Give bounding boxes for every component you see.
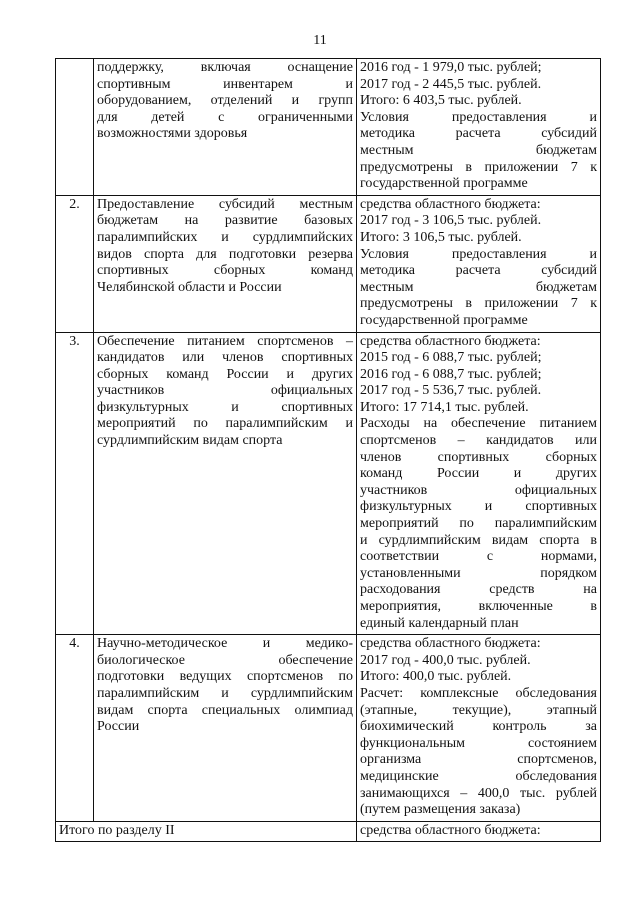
funding-line: организма спортсменов,: [360, 752, 597, 768]
description-line: подготовки ведущих спортсменов по: [97, 669, 353, 685]
row-number: 3.: [56, 332, 94, 635]
table-row: [56, 195, 601, 332]
funding-line: государственной программе: [360, 176, 528, 192]
funding-line: средства областного бюджета:: [360, 196, 541, 212]
row-description: [94, 59, 357, 196]
table-row: [56, 59, 601, 196]
description-line: видов спорта для подготовки резерва: [97, 246, 353, 262]
funding-line: методика расчета субсидий: [360, 263, 597, 279]
description-line: физкультурных и спортивных: [97, 399, 353, 415]
total-funding: средства областного бюджета:: [357, 821, 601, 842]
funding-line: биохимический контроль за: [360, 719, 597, 735]
description-line: Научно-методическое и медико-: [97, 636, 353, 652]
funding-line: (путем размещения заказа): [360, 802, 521, 818]
funding-line: членов спортивных сборных: [360, 449, 597, 465]
description-line: оборудованием, отделений и групп: [97, 93, 353, 109]
funding-line: команд России и других: [360, 466, 597, 482]
funding-line: соответствии с нормами,: [360, 549, 597, 565]
funding-line: Условия предоставления и: [360, 109, 597, 125]
funding-line: Итого: 400,0 тыс. рублей.: [360, 669, 512, 685]
funding-line: 2017 год - 3 106,5 тыс. рублей.: [360, 213, 542, 229]
row-description: [94, 635, 357, 822]
funding-line: средства областного бюджета:: [360, 333, 541, 349]
funding-line: Итого: 6 403,5 тыс. рублей.: [360, 93, 522, 109]
funding-line: 2017 год - 5 536,7 тыс. рублей.: [360, 383, 542, 399]
row-number: [56, 59, 94, 196]
description-line: поддержку, включая оснащение: [97, 60, 353, 75]
row-number: 4.: [56, 635, 94, 822]
description-line: спортивных сборных команд: [97, 263, 353, 279]
description-line: мероприятий по паралимпийским и: [97, 416, 353, 432]
description-line: Обеспечение питанием спортсменов –: [97, 333, 353, 349]
funding-line: спортсменов – кандидатов или: [360, 433, 597, 449]
description-line: паралимпийским и сурдлимпийским: [97, 685, 353, 701]
table-row: [56, 332, 601, 635]
row-funding: [357, 635, 601, 822]
description-line: бюджетам на развитие базовых: [97, 213, 353, 229]
funding-line: медицинские обследования: [360, 768, 597, 784]
funding-line: Условия предоставления и: [360, 246, 597, 262]
funding-line: 2017 год - 2 445,5 тыс. рублей.: [360, 76, 542, 92]
row-funding: [357, 59, 601, 196]
funding-line: физкультурных и спортивных: [360, 499, 597, 515]
funding-line: государственной программе: [360, 312, 528, 328]
description-line: сборных команд России и других: [97, 366, 353, 382]
description-line: сурдлимпийским видам спорта: [97, 433, 283, 449]
funding-line: 2016 год - 1 979,0 тыс. рублей;: [360, 60, 542, 75]
funding-line: расходования средств на: [360, 582, 597, 598]
funding-line: 2017 год - 400,0 тыс. рублей.: [360, 652, 531, 668]
row-description: [94, 332, 357, 635]
funding-line: установленными порядком: [360, 565, 597, 581]
description-line: паралимпийских и сурдлимпийских: [97, 229, 353, 245]
funding-line: участников официальных: [360, 482, 597, 498]
row-funding: [357, 195, 601, 332]
funding-line: мероприятия, включенные в: [360, 599, 597, 614]
funding-line: занимающихся – 400,0 тыс. рублей: [360, 785, 597, 801]
total-row: [56, 821, 601, 842]
table-body: [56, 59, 601, 842]
description-line: для детей с ограниченными: [97, 109, 353, 125]
funding-line: (этапные, текущие), этапный: [360, 702, 597, 718]
description-line: Челябинской области и России: [97, 279, 282, 295]
description-line: участников официальных: [97, 383, 353, 399]
description-line: кандидатов или членов спортивных: [97, 350, 353, 366]
description-line: Предоставление субсидий местным: [97, 196, 353, 212]
funding-line: средства областного бюджета:: [360, 636, 541, 652]
funding-line: Расходы на обеспечение питанием: [360, 416, 597, 432]
funding-line: единый календарный план: [360, 615, 519, 631]
total-label: Итого по разделу II: [56, 821, 357, 842]
funding-line: местным бюджетам: [360, 279, 597, 295]
program-table: [55, 58, 601, 842]
table-row: [56, 635, 601, 822]
funding-line: 2016 год - 6 088,7 тыс. рублей;: [360, 366, 542, 382]
description-line: спортивным инвентарем и: [97, 76, 353, 92]
funding-line: местным бюджетам: [360, 142, 597, 158]
page-number: 11: [313, 33, 327, 48]
funding-line: Итого: 3 106,5 тыс. рублей.: [360, 229, 522, 245]
funding-line: и сурдлимпийским видам спорта в: [360, 532, 597, 548]
funding-line: предусмотрены в приложении 7 к: [360, 159, 597, 175]
description-line: биологическое обеспечение: [97, 652, 353, 668]
funding-line: функциональным состоянием: [360, 735, 597, 751]
funding-line: 2015 год - 6 088,7 тыс. рублей;: [360, 350, 542, 366]
row-description: [94, 195, 357, 332]
funding-line: предусмотрены в приложении 7 к: [360, 296, 597, 312]
description-line: видам спорта специальных олимпиад: [97, 702, 353, 718]
funding-line: Расчет: комплексные обследования: [360, 685, 597, 701]
row-funding: [357, 332, 601, 635]
funding-line: Итого: 17 714,1 тыс. рублей.: [360, 399, 529, 415]
funding-line: мероприятий по паралимпийским: [360, 516, 597, 532]
description-line: возможностями здоровья: [97, 126, 248, 142]
description-line: России: [97, 719, 140, 735]
funding-line: методика расчета субсидий: [360, 126, 597, 142]
row-number: 2.: [56, 195, 94, 332]
